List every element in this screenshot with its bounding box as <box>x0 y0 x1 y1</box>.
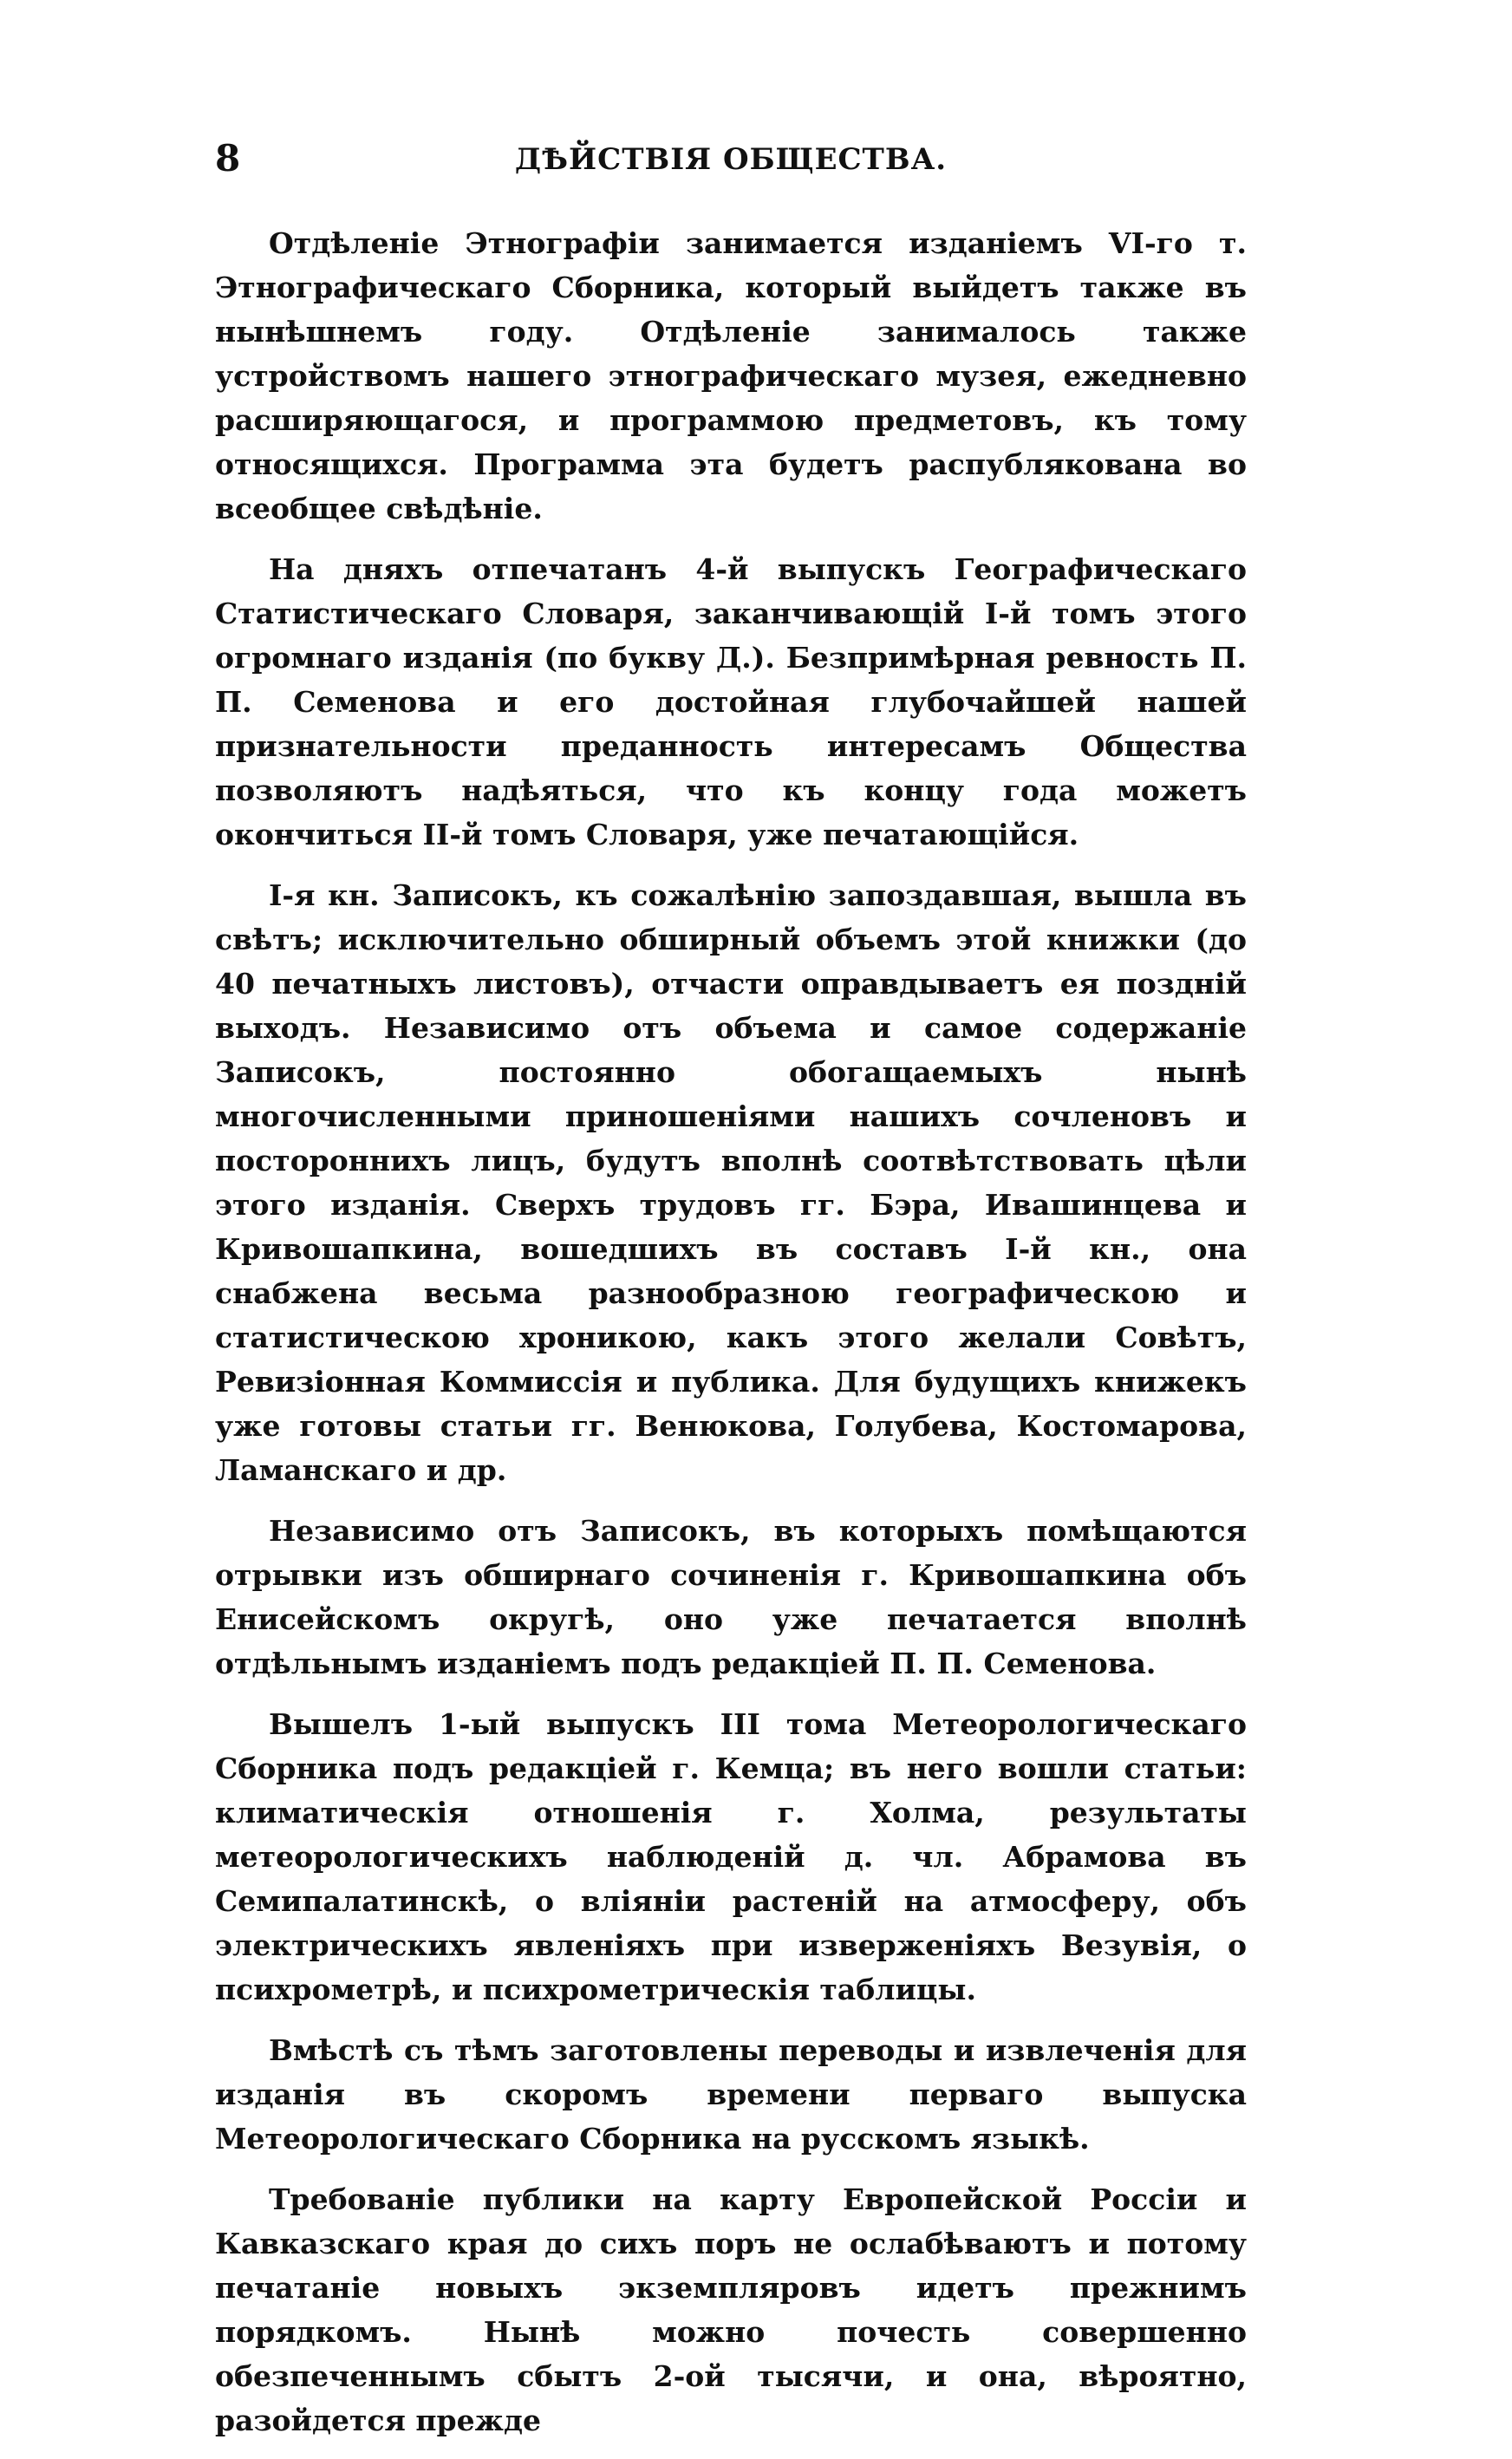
paragraph-meteorology: Вышелъ 1-ый выпускъ III тома Метеорологическаго Сборника подъ редакціей г. Кемца; въ него вошли статьи: климатическія отношенія г. Холма, результаты метеорологическихъ наблюденій д. чл. Абрамова въ Семипалатинскѣ, о вліяніи растеній на атмосферу, объ электрическихъ явленіяхъ при изверженіяхъ Везувія, о психрометрѣ, и психрометрическія таблицы. <box>215 1707 1247 2006</box>
paragraph-krivoshapkin: Независимо отъ Записокъ, въ которыхъ помѣщаются отрывки изъ обширнаго сочиненія г. Кривошапкина объ Енисейскомъ округѣ, оно уже печатается вполнѣ отдѣльнымъ изданіемъ подъ редакціей П. П. Семенова. <box>215 1514 1247 1680</box>
running-title: ДѢЙСТВІЯ ОБЩЕСТВА. <box>514 142 948 177</box>
paragraph-map: Требованіе публики на карту Европейской Россіи и Кавказскаго края до сихъ поръ не ослабѣваютъ и потому печатаніе новыхъ экземпляровъ идетъ прежнимъ порядкомъ. Нынѣ можно почесть совершенно обезпеченнымъ сбытъ 2-ой тысячи, и она, вѣроятно, разойдется прежде <box>215 2182 1247 2437</box>
paragraph-ethnography: Отдѣленіе Этнографіи занимается изданіемъ VI-го т. Этнографическаго Сборника, который выйдетъ также въ нынѣшнемъ году. Отдѣленіе занималось также устройствомъ нашего этнографическаго музея, ежедневно расширяющагося, и программою предметовъ, къ тому относящихся. Программа эта будетъ распублякована во всеобщее свѣдѣніе. <box>215 226 1247 525</box>
paragraph-notes: I-я кн. Записокъ, къ сожалѣнію запоздавшая, вышла въ свѣтъ; исключительно обширный объемъ этой книжки (до 40 печатныхъ листовъ), отчасти оправдываетъ ея поздній выходъ. Независимо отъ объема и самое содержаніе Записокъ, постоянно обогащаемыхъ нынѣ многочисленными приношеніями нашихъ сочленовъ и постороннихъ лицъ, будутъ вполнѣ соотвѣтствовать цѣли этого изданія. Сверхъ трудовъ гг. Бэра, Ивашинцева и Кривошапкина, вошедшихъ въ составъ I-й кн., она снабжена весьма разнообразною географическою и статистическою хроникою, какъ этого желали Совѣтъ, Ревизіонная Коммиссія и публика. Для будущихъ книжекъ уже готовы статьи гг. Венюкова, Голубева, Костомарова, Ламанскаго и др. <box>215 878 1247 1487</box>
body-text <box>215 221 1247 2459</box>
paragraph-translations: Вмѣстѣ съ тѣмъ заготовлены переводы и извлеченія для изданія въ скоромъ времени перваго выпуска Метеорологическаго Сборника на русскомъ языкѣ. <box>215 2033 1247 2156</box>
paragraph-dictionary: На дняхъ отпечатанъ 4-й выпускъ Географическаго Статистическаго Словаря, заканчивающій I-й томъ этого огромнаго изданія (по букву Д.). Безпримѣрная ревность П. П. Семенова и его достойная глубочайшей нашей признательности преданность интересамъ Общества позволяютъ надѣяться, что къ концу года можетъ окончиться II-й томъ Словаря, уже печатающійся. <box>215 552 1247 851</box>
page-number: 8 <box>215 137 241 179</box>
page-header <box>215 130 1247 182</box>
